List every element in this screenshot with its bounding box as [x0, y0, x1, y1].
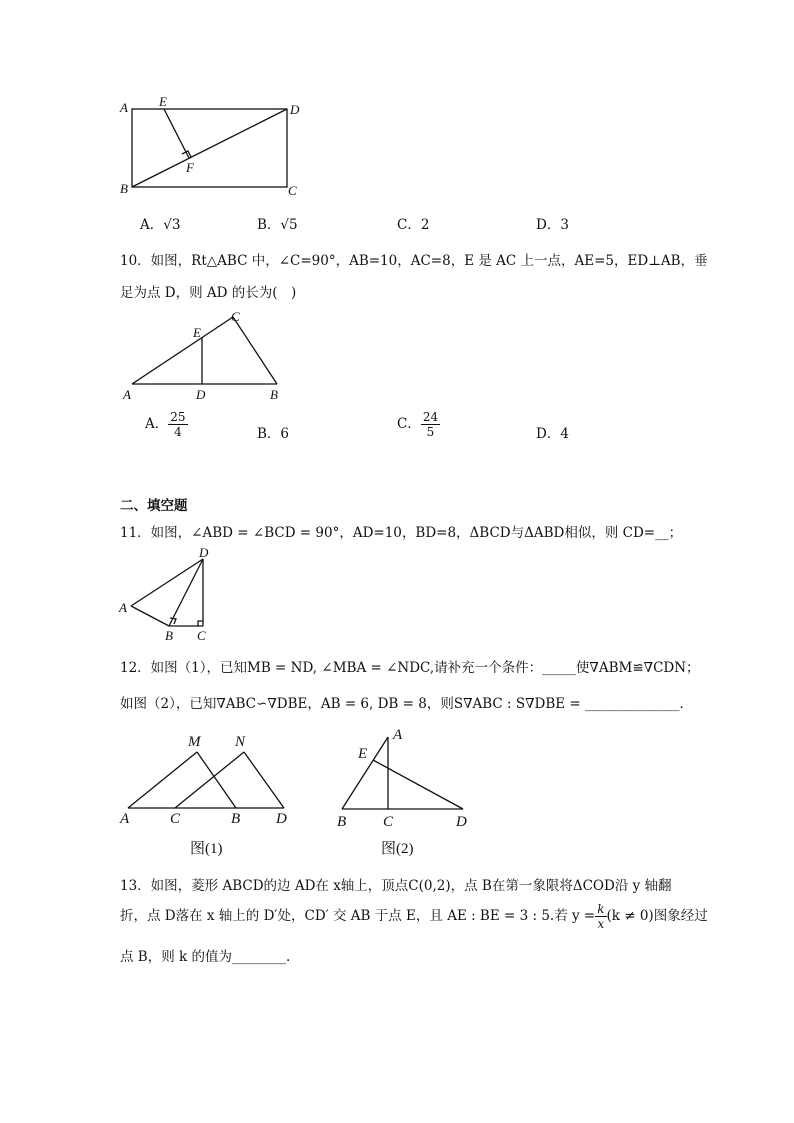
q12-text-line1: 12．如图（1），已知MB = ND, ∠MBA = ∠NDC,请补充一个条件：_____使∇ABM≌∇CDN； — [120, 660, 700, 676]
label-d: D — [290, 102, 300, 117]
segment-ab — [131, 606, 169, 626]
segment-bd — [169, 559, 203, 626]
label-c: C — [288, 183, 297, 198]
label-c: C — [383, 814, 394, 830]
label-f: F — [186, 160, 194, 175]
figure-2-caption: 图(2) — [381, 841, 414, 857]
label-b: B — [231, 811, 241, 827]
label-n: N — [235, 734, 246, 750]
label-e: E — [358, 746, 368, 762]
q10-option-d[interactable]: D．4 — [536, 426, 569, 442]
section-title: 二、填空题 — [120, 498, 188, 514]
q10-option-c[interactable]: C． $\frac{24}{5}$ — [397, 410, 439, 439]
label-b: B — [337, 814, 347, 830]
q9-option-a[interactable]: A．√3 — [140, 217, 181, 233]
q10-figure — [120, 305, 290, 395]
segment-nd — [244, 752, 284, 808]
diagonal-bd — [132, 109, 287, 187]
label-d: D — [276, 811, 287, 827]
segment-ac — [132, 317, 233, 384]
label-a: A — [393, 727, 403, 743]
q13-text-line3: 点 B，则 k 的值为________. — [120, 949, 291, 965]
label-c: C — [170, 811, 181, 827]
q9-option-c[interactable]: C．2 — [397, 217, 430, 233]
label-a: A — [120, 811, 130, 827]
fraction-24-5: $\frac{24}{5}$ — [422, 410, 439, 439]
label-m: M — [188, 734, 201, 750]
segment-cn — [175, 752, 244, 808]
right-angle-mark-c — [198, 621, 203, 626]
q9-option-d[interactable]: D．3 — [536, 217, 569, 233]
label-a: A — [119, 600, 127, 615]
segment-ef — [164, 109, 189, 158]
segment-ed — [373, 760, 463, 809]
q10-text-line2: 足为点 D，则 AD 的长为( ) — [120, 285, 297, 301]
label-a: A — [123, 387, 131, 402]
label-b: B — [165, 628, 173, 643]
q13-text-line2: 折，点 D落在 x 轴上的 D′处，CD′ 交 AB 于点 E，且 AE : BE = 3 : 5.若 y = $\frac{k}{x}$ (k ≠ 0)图象经过 — [120, 902, 708, 931]
label-e: E — [159, 94, 167, 109]
segment-mb — [197, 752, 236, 808]
q12-figure-1 — [120, 735, 295, 815]
q10-option-b[interactable]: B．6 — [257, 426, 290, 442]
label-e: E — [193, 325, 201, 340]
label-a: A — [120, 100, 128, 115]
fraction-25-4: $\frac{25}{4}$ — [170, 410, 186, 439]
segment-am — [128, 752, 197, 808]
figure-1-caption: 图(1) — [190, 841, 223, 857]
label-d: D — [199, 545, 209, 560]
label-d: D — [456, 814, 467, 830]
q10-option-a[interactable]: A． $\frac{25}{4}$ — [145, 410, 186, 439]
q11-text: 11．如图，∠ABD = ∠BCD = 90°，AD=10，BD=8，ΔBCD与ΔABD相似，则 CD=__； — [120, 525, 683, 541]
q13-text-line1: 13．如图，菱形 ABCD的边 AD在 x轴上，顶点C(0,2)，点 B在第一象限将ΔCOD沿 y 轴翻 — [120, 878, 672, 894]
q9-option-b[interactable]: B．√5 — [257, 217, 298, 233]
q12-text-line2: 如图（2），已知∇ABC∽∇DBE，AB = 6, DB = 8，则S∇ABC : S∇DBE = ______________． — [120, 696, 694, 712]
segment-cb — [233, 317, 277, 384]
label-b: B — [120, 181, 128, 196]
label-c: C — [231, 309, 240, 324]
q10-text-line1: 10．如图，Rt△ABC 中，∠C=90°，AB=10，AC=8，E 是 AC 上一点，AE=5，ED⊥AB，垂 — [120, 253, 708, 269]
label-d: D — [196, 387, 206, 402]
label-c: C — [197, 628, 206, 643]
q11-figure — [125, 548, 225, 633]
fraction-k-over-x: $\frac{k}{x}$ — [597, 902, 605, 931]
segment-ad — [131, 559, 203, 606]
label-b: B — [270, 387, 278, 402]
q12-figure-2 — [335, 725, 475, 815]
q9-figure — [110, 92, 310, 202]
